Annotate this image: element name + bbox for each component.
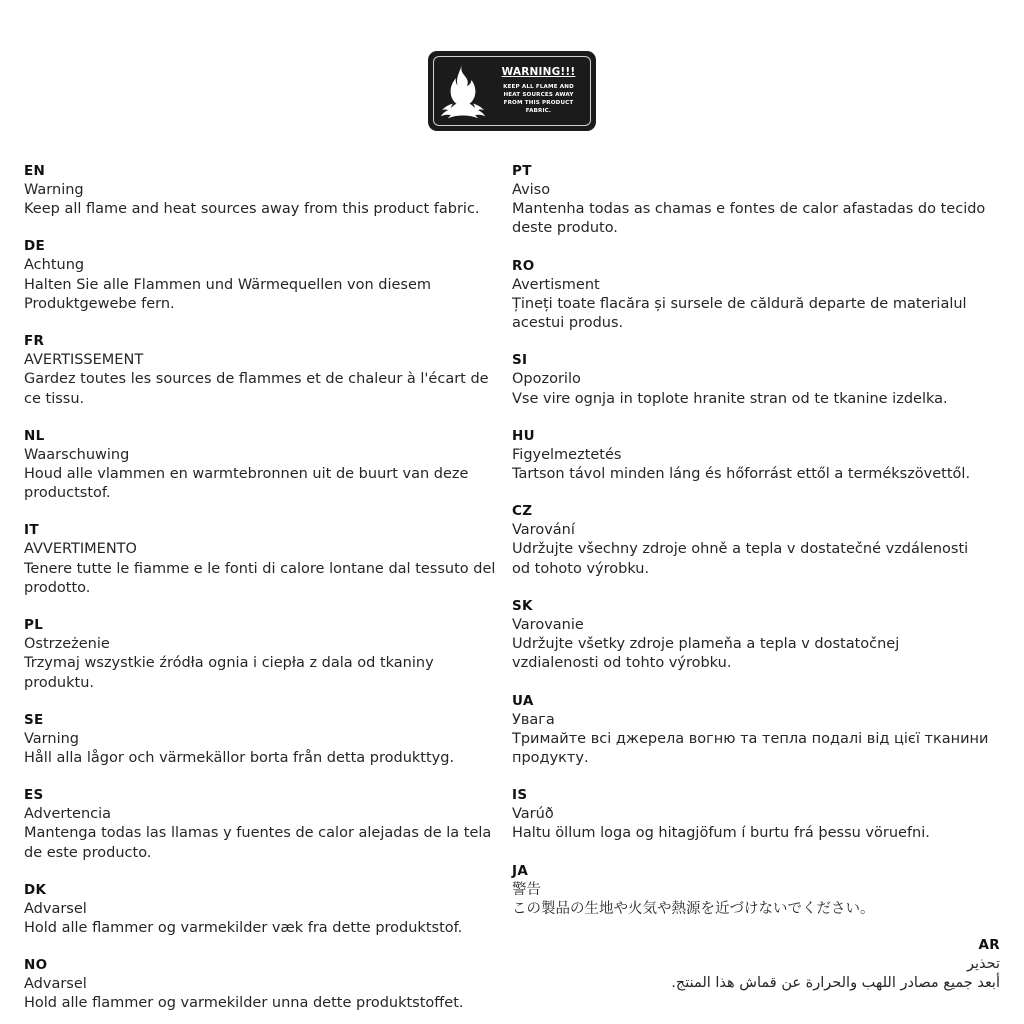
warning-label [0, 0, 1024, 131]
warning-text: Trzymaj wszystkie źródła ognia i ciepła z dala od tkaniny produktu. [24, 655, 434, 691]
warning-heading: Figyelmeztetés [512, 446, 622, 463]
warning-label-inner [433, 56, 591, 126]
warning-heading: Varování [512, 522, 575, 539]
flame-in-fire-icon [439, 60, 487, 122]
warning-heading: Advarsel [24, 976, 87, 993]
warning-heading: Warning [24, 182, 84, 198]
translation-entry-it [24, 522, 512, 598]
language-code: DE [24, 238, 46, 255]
warning-heading: Увага [512, 711, 555, 728]
translation-entry-hu [512, 428, 1000, 484]
translation-entry-pt [512, 163, 1000, 239]
warning-heading: Ostrzeżenie [24, 636, 110, 653]
language-code: SE [24, 711, 44, 728]
warning-body-line: FABRIC. [525, 107, 552, 114]
warning-text: Mantenha todas as chamas e fontes de calor afastadas do tecido deste produto. [512, 201, 986, 237]
warning-text: Hold alle flammer og varmekilder unna dette produktstoffet. [24, 995, 464, 1012]
language-code: SI [512, 352, 528, 369]
warning-heading: Waarschuwing [24, 446, 130, 463]
translation-entry-sk [512, 598, 1000, 674]
warning-text: Haltu öllum loga og hitagjöfum í burtu frá þessu vöruefni. [512, 825, 930, 842]
language-code: EN [24, 163, 46, 179]
warning-body [492, 83, 585, 115]
translation-entry-is [512, 787, 1000, 843]
warning-text: Gardez toutes les sources de flammes et de chaleur à l'écart de ce tissu. [24, 371, 489, 407]
warning-body-line: FROM THIS PRODUCT [503, 99, 574, 106]
translations-column-left [24, 163, 512, 1014]
warning-label-plate [428, 51, 596, 131]
warning-heading: Varovanie [512, 616, 584, 633]
warning-text: Tenere tutte le fiamme e le fonti di calore lontane dal tessuto del prodotto. [24, 560, 496, 596]
warning-text: Håll alla lågor och värmekällor borta från detta produkttyg. [24, 749, 455, 766]
language-code: SK [512, 597, 533, 614]
translations-container [24, 163, 1000, 1014]
warning-heading: Advarsel [24, 900, 87, 917]
warning-heading: Varning [24, 730, 79, 747]
warning-text: أبعد جميع مصادر اللهب والحرارة عن قماش هذا المنتج. [671, 975, 1000, 992]
translation-entry-ro [512, 258, 1000, 334]
translation-entry-pl [24, 617, 512, 693]
warning-text: この製品の生地や火気や熱源を近づけないでください。 [512, 900, 875, 917]
warning-text: Udržujte všechny zdroje ohně a tepla v dostatečné vzdálenosti od tohoto výrobku. [512, 541, 969, 577]
warning-text: Tartson távol minden láng és hőforrást ettől a termékszövettől. [512, 465, 971, 482]
translation-entry-se [24, 712, 512, 768]
warning-text: Halten Sie alle Flammen und Wärmequellen von diesem Produktgewebe fern. [24, 276, 432, 312]
language-code: AR [978, 937, 1000, 954]
translation-entry-dk [24, 882, 512, 938]
warning-text: Hold alle flammer og varmekilder væk fra dette produktstof. [24, 920, 463, 937]
language-code: FR [24, 333, 45, 350]
language-code: NL [24, 427, 45, 444]
warning-text: Udržujte všetky zdroje plameňa a tepla v dostatočnej vzdialenosti od tohto výrobku. [512, 636, 900, 672]
language-code: HU [512, 427, 535, 444]
translation-entry-ua [512, 693, 1000, 769]
language-code: CZ [512, 503, 533, 520]
language-code: IT [24, 522, 39, 539]
language-code: PT [512, 163, 532, 179]
warning-heading: Avertisment [512, 276, 600, 293]
warning-heading: Varúð [512, 806, 554, 823]
language-code: ES [24, 787, 44, 804]
translation-entry-no [24, 957, 512, 1013]
warning-text: Keep all flame and heat sources away from this product fabric. [24, 201, 480, 218]
warning-title: WARNING!!! [501, 65, 576, 78]
language-code: PL [24, 617, 44, 634]
warning-heading: تحذير [966, 956, 1000, 973]
language-code: IS [512, 787, 528, 804]
warning-body-line: KEEP ALL FLAME AND [503, 83, 574, 90]
warning-text: Тримайте всі джерела вогню та тепла подалі від цієї тканини продукту. [512, 730, 989, 766]
language-code: RO [512, 257, 535, 274]
translation-entry-ja [512, 863, 1000, 919]
translations-column-right [512, 163, 1000, 1014]
warning-text: Houd alle vlammen en warmtebronnen uit de buurt van deze productstof. [24, 465, 469, 502]
language-code: UA [512, 692, 534, 709]
warning-body-line: HEAT SOURCES AWAY [503, 91, 574, 98]
warning-heading: Aviso [512, 182, 551, 198]
language-code: JA [512, 862, 529, 879]
translation-entry-es [24, 787, 512, 863]
warning-heading: Opozorilo [512, 371, 581, 388]
warning-heading: Achtung [24, 257, 85, 274]
warning-heading: 警告 [512, 881, 541, 898]
warning-heading: Advertencia [24, 806, 112, 823]
translation-entry-cz [512, 503, 1000, 579]
translation-entry-fr [24, 333, 512, 409]
translation-entry-ar [512, 937, 1000, 993]
translation-entry-nl [24, 428, 512, 504]
language-code: DK [24, 881, 47, 898]
warning-text: Vse vire ognja in toplote hranite stran od te tkanine izdelka. [512, 390, 948, 407]
translation-entry-si [512, 352, 1000, 408]
warning-label-text [492, 67, 585, 115]
translation-entry-en [24, 163, 512, 219]
warning-text: Mantenga todas las llamas y fuentes de calor alejadas de la tela de este producto. [24, 825, 492, 861]
warning-heading: AVVERTIMENTO [24, 541, 137, 558]
language-code: NO [24, 957, 48, 974]
warning-text: Țineți toate flacăra și sursele de căldură departe de materialul acestui produs. [512, 295, 967, 332]
translation-entry-de [24, 238, 512, 314]
warning-heading: AVERTISSEMENT [24, 352, 144, 369]
